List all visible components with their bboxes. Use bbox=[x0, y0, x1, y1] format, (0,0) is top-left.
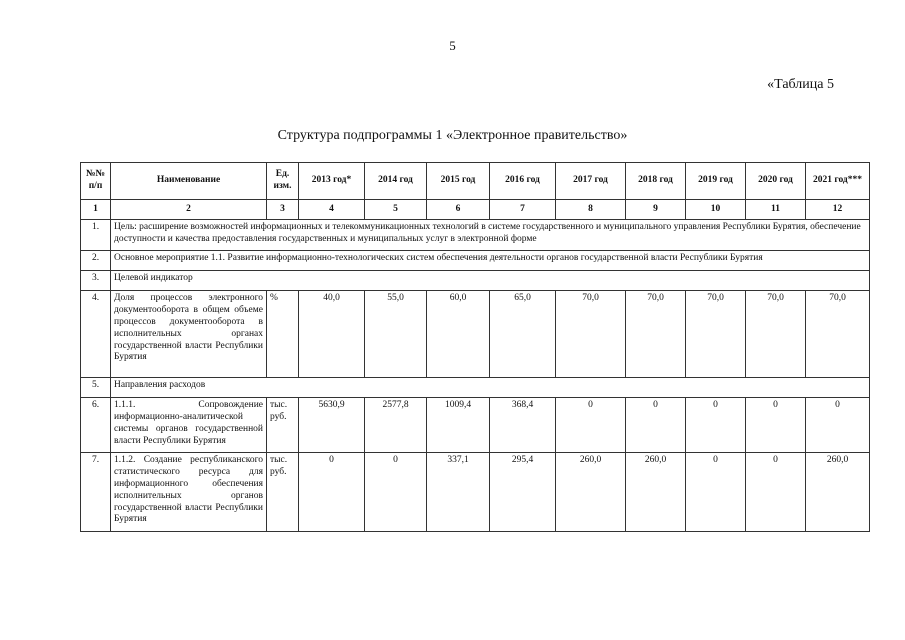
value-cell: 5630,9 bbox=[299, 398, 365, 453]
value-cell: 55,0 bbox=[365, 291, 427, 378]
value-cell: 0 bbox=[556, 398, 626, 453]
table-mark: «Таблица 5 bbox=[767, 77, 834, 92]
main-measure-text: Основное мероприятие 1.1. Развитие информационно-технологических систем обеспечения деятельности органов государственной власти Республики Бурятия bbox=[111, 251, 870, 271]
subprogram-structure-table bbox=[80, 162, 870, 532]
column-number: 11 bbox=[746, 200, 806, 220]
row-number: 5. bbox=[81, 378, 111, 398]
value-cell: 295,4 bbox=[490, 453, 556, 532]
value-cell: 0 bbox=[299, 453, 365, 532]
indicator-name: Доля процессов электронного документооборота в общем объеме процессов документооборота в исполнительных органах государственной власти Республики Бурятия bbox=[111, 291, 267, 378]
row-number: 6. bbox=[81, 398, 111, 453]
value-cell: 70,0 bbox=[746, 291, 806, 378]
column-number: 9 bbox=[626, 200, 686, 220]
table-row-expense bbox=[81, 453, 870, 532]
value-cell: 260,0 bbox=[806, 453, 870, 532]
column-number: 4 bbox=[299, 200, 365, 220]
expense-name: 1.1.1. Сопровождение информационно-аналитической системы органов государственной власти Республики Бурятия bbox=[111, 398, 267, 453]
value-cell: 0 bbox=[626, 398, 686, 453]
value-cell: 260,0 bbox=[626, 453, 686, 532]
column-number: 5 bbox=[365, 200, 427, 220]
header-cell: 2017 год bbox=[556, 163, 626, 200]
value-cell: 1009,4 bbox=[427, 398, 490, 453]
value-cell: 70,0 bbox=[556, 291, 626, 378]
table-row-indicator bbox=[81, 291, 870, 378]
column-number: 7 bbox=[490, 200, 556, 220]
column-number: 12 bbox=[806, 200, 870, 220]
header-cell: 2016 год bbox=[490, 163, 556, 200]
header-cell: 2015 год bbox=[427, 163, 490, 200]
page-number: 5 bbox=[449, 38, 456, 53]
column-number-row bbox=[81, 200, 870, 220]
value-cell: 60,0 bbox=[427, 291, 490, 378]
table-row-indicator-heading bbox=[81, 271, 870, 291]
table-header-row bbox=[81, 163, 870, 200]
value-cell: 260,0 bbox=[556, 453, 626, 532]
expenses-heading-text: Направления расходов bbox=[111, 378, 870, 398]
header-cell: 2021 год*** bbox=[806, 163, 870, 200]
column-number: 6 bbox=[427, 200, 490, 220]
header-cell: Ед. изм. bbox=[267, 163, 299, 200]
value-cell: 368,4 bbox=[490, 398, 556, 453]
column-number: 10 bbox=[686, 200, 746, 220]
header-cell: 2013 год* bbox=[299, 163, 365, 200]
header-cell: 2020 год bbox=[746, 163, 806, 200]
value-cell: 0 bbox=[806, 398, 870, 453]
table-row-expense bbox=[81, 398, 870, 453]
table-row-main-measure bbox=[81, 251, 870, 271]
value-cell: 0 bbox=[686, 398, 746, 453]
value-cell: 0 bbox=[746, 398, 806, 453]
goal-text: Цель: расширение возможностей информационных и телекоммуникационных технологий в системе государственного и муниципального управления Республики Бурятия, обеспечение доступности и качества предоставления государственных и муниципальных услуг в электронной форме bbox=[111, 220, 870, 251]
row-number: 3. bbox=[81, 271, 111, 291]
value-cell: 65,0 bbox=[490, 291, 556, 378]
table-row-expenses-heading bbox=[81, 378, 870, 398]
row-number: 2. bbox=[81, 251, 111, 271]
column-number: 8 bbox=[556, 200, 626, 220]
column-number: 2 bbox=[111, 200, 267, 220]
indicator-heading-text: Целевой индикатор bbox=[111, 271, 870, 291]
row-number: 4. bbox=[81, 291, 111, 378]
value-cell: 337,1 bbox=[427, 453, 490, 532]
table-row-goal bbox=[81, 220, 870, 251]
row-number: 7. bbox=[81, 453, 111, 532]
value-cell: 0 bbox=[365, 453, 427, 532]
value-cell: 0 bbox=[686, 453, 746, 532]
document-title: Структура подпрограммы 1 «Электронное правительство» bbox=[277, 128, 628, 143]
unit-cell: тыс. руб. bbox=[267, 398, 299, 453]
expense-name: 1.1.2. Создание республиканского статистического ресурса для информационного обеспечения исполнительных органов государственной власти Республики Бурятия bbox=[111, 453, 267, 532]
header-cell: Наименование bbox=[111, 163, 267, 200]
column-number: 1 bbox=[81, 200, 111, 220]
header-cell: №№ п/п bbox=[81, 163, 111, 200]
value-cell: 70,0 bbox=[686, 291, 746, 378]
value-cell: 0 bbox=[746, 453, 806, 532]
column-number: 3 bbox=[267, 200, 299, 220]
header-cell: 2018 год bbox=[626, 163, 686, 200]
value-cell: 40,0 bbox=[299, 291, 365, 378]
value-cell: 2577,8 bbox=[365, 398, 427, 453]
header-cell: 2014 год bbox=[365, 163, 427, 200]
row-number: 1. bbox=[81, 220, 111, 251]
value-cell: 70,0 bbox=[626, 291, 686, 378]
unit-cell: тыс. руб. bbox=[267, 453, 299, 532]
header-cell: 2019 год bbox=[686, 163, 746, 200]
value-cell: 70,0 bbox=[806, 291, 870, 378]
unit-cell: % bbox=[267, 291, 299, 378]
